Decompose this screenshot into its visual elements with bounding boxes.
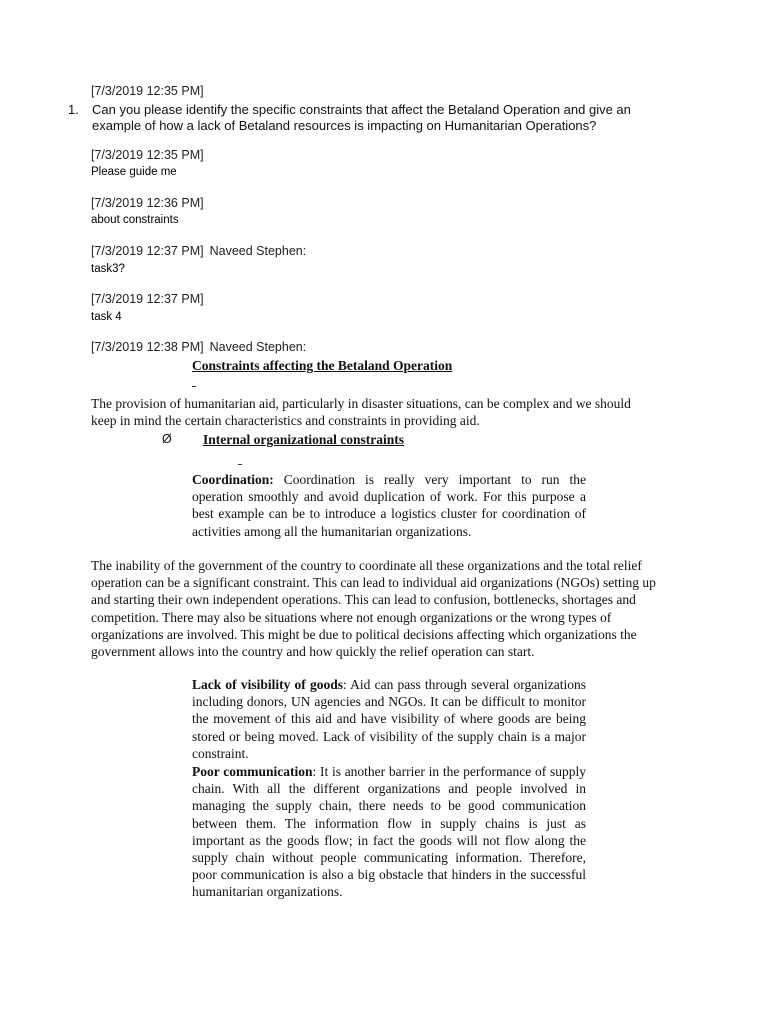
inability-paragraph: The inability of the government of the country to coordinate all these organizations and the total relief operation can be a significant constraint. This can lead to individual aid organizations (NGOs) setting up and starting their own independent operations. This can lead to confusion, bottlenecks, shortages and competition. There may also be situations where not enough organizations or the wrong types of organizations are involved. This might be due to political decisions affecting which organizations the government allows into the country and how quickly the relief operation can start.	[91, 558, 656, 660]
visibility-label: Lack of visibility of goods	[192, 677, 343, 692]
message-timestamp: [7/3/2019 12:37 PM]	[91, 292, 204, 306]
message-timestamp: [7/3/2019 12:35 PM]	[91, 148, 204, 162]
coordination-label: Coordination:	[192, 472, 274, 487]
coordination-text: Coordination is really very important to run the operation smoothly and avoid duplication of work. For this purpose a best example can be to introduce a logistics cluster for coordination of activities among all the humanitarian organizations.	[192, 472, 587, 539]
formatting-mark	[192, 386, 196, 387]
message-timestamp: [7/3/2019 12:35 PM]	[91, 84, 204, 98]
bullet-arrow-icon: Ø	[162, 432, 172, 446]
formatting-mark	[238, 464, 242, 465]
message-text: task3?	[91, 263, 125, 275]
coordination-paragraph	[192, 471, 586, 540]
message-author: Naveed Stephen:	[209, 340, 307, 354]
communication-label: Poor communication	[192, 764, 313, 779]
message-timestamp: [7/3/2019 12:38 PM] Naveed Stephen:	[91, 340, 307, 354]
message-text: Please guide me	[91, 166, 177, 178]
intro-paragraph: The provision of humanitarian aid, particularly in disaster situations, can be complex and we should keep in mind the certain characteristics and constraints in providing aid.	[91, 396, 631, 429]
communication-text: : It is another barrier in the performance of supply chain. With all the different organizations and people involved in managing the supply chain, there needs to be good communication between them. The information flow in supply chains is just as important as the goods flow; in fact the goods will not flow along the supply chain without people communicating information. Therefore, poor communication is also a big obstacle that hinders in the successful humanitarian organizations.	[192, 764, 586, 900]
question-number: 1.	[68, 102, 79, 117]
message-timestamp: [7/3/2019 12:37 PM] Naveed Stephen:	[91, 244, 307, 258]
message-author: Naveed Stephen:	[209, 244, 307, 258]
message-text: task 4	[91, 311, 122, 323]
message-timestamp: [7/3/2019 12:36 PM]	[91, 196, 204, 210]
visibility-paragraph	[192, 676, 586, 762]
article-title: Constraints affecting the Betaland Operation	[192, 358, 453, 373]
communication-paragraph	[192, 763, 586, 901]
question-text: Can you please identify the specific constraints that affect the Betaland Operation and give an example of how a lack of Betaland resources is impacting on Humanitarian Operations?	[92, 102, 631, 133]
message-text: about constraints	[91, 214, 179, 226]
visibility-text: : Aid can pass through several organizations including donors, UN agencies and NGOs. It can be difficult to monitor the movement of this aid and have visibility of where goods are being stored or being moved. Lack of visibility of the supply chain is a major constraint.	[192, 677, 586, 761]
section-heading: Internal organizational constraints	[203, 432, 404, 447]
